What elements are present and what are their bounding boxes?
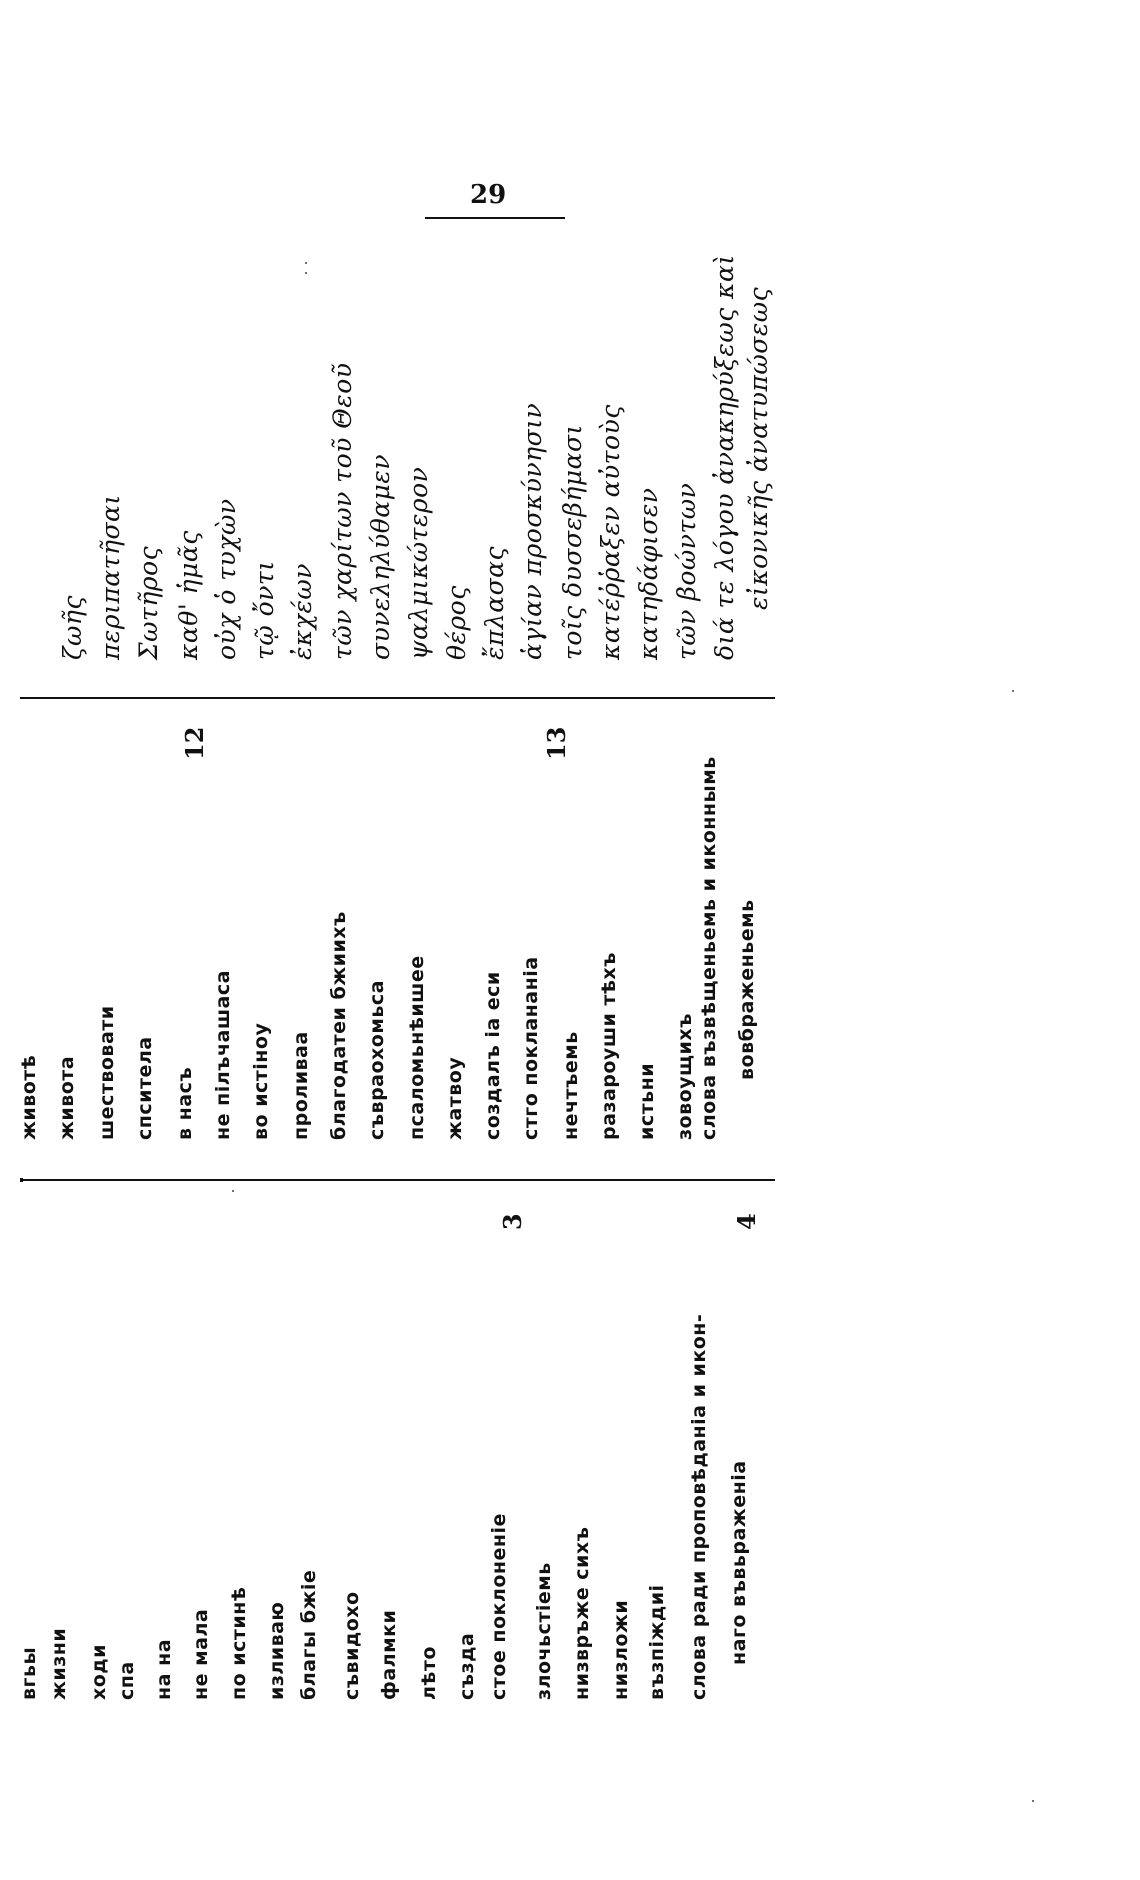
col2-row: живота [56, 1055, 78, 1140]
verse-number: 12 [180, 726, 209, 760]
col1-row: спа [116, 1661, 138, 1700]
col2-row: разароуши тѣхъ [598, 952, 620, 1140]
col3-row: ψαλμικώτερον [404, 466, 433, 660]
col3-row: περιπατῆσαι [96, 494, 125, 660]
col2-row: слова възвѣщеньемь и иконнымь [698, 756, 720, 1140]
col3-row: συνεληλύθαμεν [366, 453, 395, 660]
col1-row: жизни [48, 1627, 70, 1700]
header-rule [425, 217, 565, 219]
col3-row: τῶν βοώντων [672, 482, 701, 660]
col1-row: създа [456, 1632, 478, 1700]
col3-row: καθ' ἡμᾶς [174, 530, 203, 660]
col3-row: τῶν χαρίτων τοῦ Θεοῦ [328, 362, 357, 660]
col3-row: ἁγίαν προσκύνησιν [518, 402, 547, 660]
col2-row: истьни [636, 1062, 658, 1140]
col3-row: θέρος [442, 585, 471, 660]
col1-row: по истинѣ [228, 1586, 250, 1700]
speck [1032, 1800, 1034, 1802]
col2-row: животѣ [18, 1054, 40, 1140]
col2-row: жатвоу [444, 1056, 466, 1140]
col2-row: спсителa [134, 1036, 156, 1140]
speck [232, 1190, 234, 1192]
col3-row: εἰκονικῆς ἀνατυπώσεως [744, 286, 773, 610]
col2-row: благодатеи бжиихъ [328, 911, 350, 1140]
col2-row: съвраохомьсa [366, 980, 388, 1140]
col2-row: вовбраженьемь [736, 899, 758, 1080]
col2-row: не пiлъчашасa [212, 970, 234, 1140]
col3-row: ἐκχέων [288, 563, 317, 660]
col1-row: изливаю [266, 1601, 288, 1700]
col2-row: создалъ iа еси [482, 971, 504, 1140]
col3-row: οὐχ ὁ τυχὼν [212, 498, 241, 660]
col1-row: благы бжiе [298, 1569, 320, 1700]
col2-row: стго покланaнiа [520, 956, 542, 1140]
rule-col2-col3 [20, 697, 775, 699]
col1-row: злочьстiемь [533, 1562, 555, 1700]
col3-row: ἔπλασας [480, 545, 509, 660]
col2-row: шествовати [96, 1005, 118, 1140]
speck [1012, 690, 1014, 692]
col3-row: κατηδάφισεν [634, 487, 663, 660]
col2-row: в насъ [174, 1066, 196, 1140]
col2-row: зовоущихъ [674, 1013, 696, 1140]
col2-row: псаломьнѣишее [406, 955, 428, 1140]
speck [305, 262, 307, 264]
col3-row: κατέῤῥαξεν αὐτοὺς [596, 404, 625, 660]
col2-row: нечтъемь [560, 1031, 582, 1140]
col1-row: наго въвьраженiа [728, 1460, 750, 1665]
col1-row: ходи [88, 1644, 110, 1700]
col2-row: во истiноу [250, 1022, 272, 1140]
col1-row: слова ради проповѣданiа и икон- [688, 1313, 710, 1700]
col1-row: низложи [610, 1599, 632, 1700]
col3-row: ζωῆς [58, 595, 87, 660]
col1-row: не мала [190, 1608, 212, 1700]
col2-row: проливаа [290, 1031, 312, 1140]
col1-row: низвръже сихъ [571, 1526, 593, 1700]
col1-row: стое поклоненiе [488, 1513, 510, 1700]
col3-row: διά τε λόγου ἀνακηρύξεως καὶ [710, 254, 739, 660]
col1-row: възпiждиi [646, 1584, 668, 1700]
col1-row: съвидохо [341, 1591, 363, 1700]
col3-row: Σωτῆρος [134, 545, 163, 660]
speck [305, 272, 307, 274]
col1-row: фалмки [378, 1609, 400, 1700]
col3-row: τοῖς δυσσεβήμασι [558, 424, 587, 660]
col3-row: τῷ ὄντι [250, 560, 279, 660]
verse-number: 4 [732, 1213, 761, 1230]
col1-row: вгьы [18, 1646, 40, 1700]
page-number: 29 [470, 180, 507, 210]
rule-col1-col2 [20, 1179, 775, 1181]
verse-number: 13 [542, 726, 571, 760]
verse-number: 3 [498, 1213, 527, 1230]
col1-row: на на [153, 1638, 175, 1700]
col1-row: лѣто [418, 1646, 440, 1700]
